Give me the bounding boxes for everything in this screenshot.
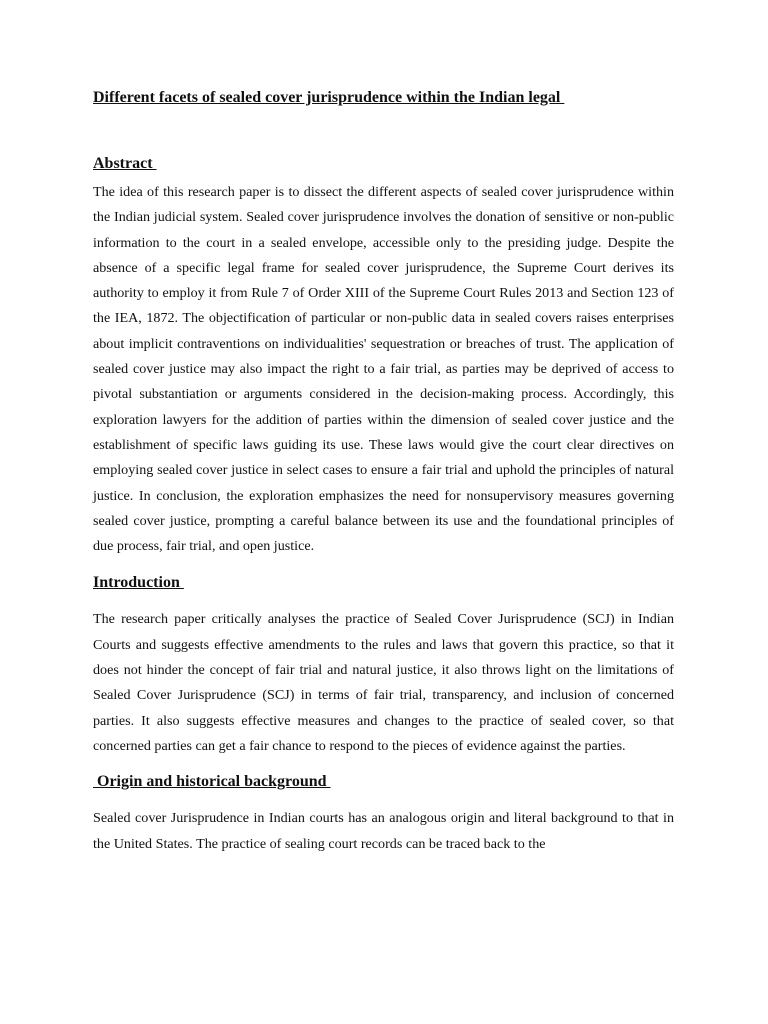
document-title: Different facets of sealed cover jurisprudence within the Indian legal [93,89,565,106]
document-content [93,88,674,857]
origin-heading: Origin and historical background [93,773,331,791]
introduction-heading: Introduction [93,574,184,592]
abstract-heading: Abstract [93,155,157,172]
introduction-paragraph: The research paper critically analyses the practice of Sealed Cover Jurisprudence (SCJ) in Indian Courts and suggests effective amendments to the rules and laws that govern this practice, so that it does not hinder the concept of fair trial and natural justice, it also throws light on the limitations of Sealed Cover Jurisprudence (SCJ) in terms of fair trial, transparency, and inclusion of concerned parties. It also suggests effective measures and changes to the practice of sealed cover, so that concerned parties can get a fair chance to respond to the pieces of evidence against the parties. [93,611,674,754]
origin-paragraph: Sealed cover Jurisprudence in Indian courts has an analogous origin and literal background to that in the United States. The practice of sealing court records can be traced back to the [93,810,674,852]
abstract-paragraph: The idea of this research paper is to dissect the different aspects of sealed cover jurisprudence within the Indian judicial system. Sealed cover jurisprudence involves the donation of sensitive or non-public information to the court in a sealed envelope, accessible only to the presiding judge. Despite the absence of a specific legal frame for sealed cover jurisprudence, the Supreme Court derives its authority to employ it from Rule 7 of Order XIII of the Supreme Court Rules 2013 and Section 123 of the IEA, 1872. The objectification of particular or non-public data in sealed covers raises enterprises about implicit contraventions on individualities' sequestration or breaches of trust. The application of sealed cover justice may also impact the right to a fair trial, as parties may be deprived of access to pivotal substantiation or arguments considered in the decision-making process. Accordingly, this exploration lawyers for the addition of parties within the dimension of sealed cover justice and the establishment of specific laws guiding its use. These laws would give the court clear directives on employing sealed cover justice in select cases to ensure a fair trial and uphold the principles of natural justice. In conclusion, the exploration emphasizes the need for nonsupervisory measures governing sealed cover justice, prompting a careful balance between its use and the foundational principles of due process, fair trial, and open justice. [93,184,674,555]
